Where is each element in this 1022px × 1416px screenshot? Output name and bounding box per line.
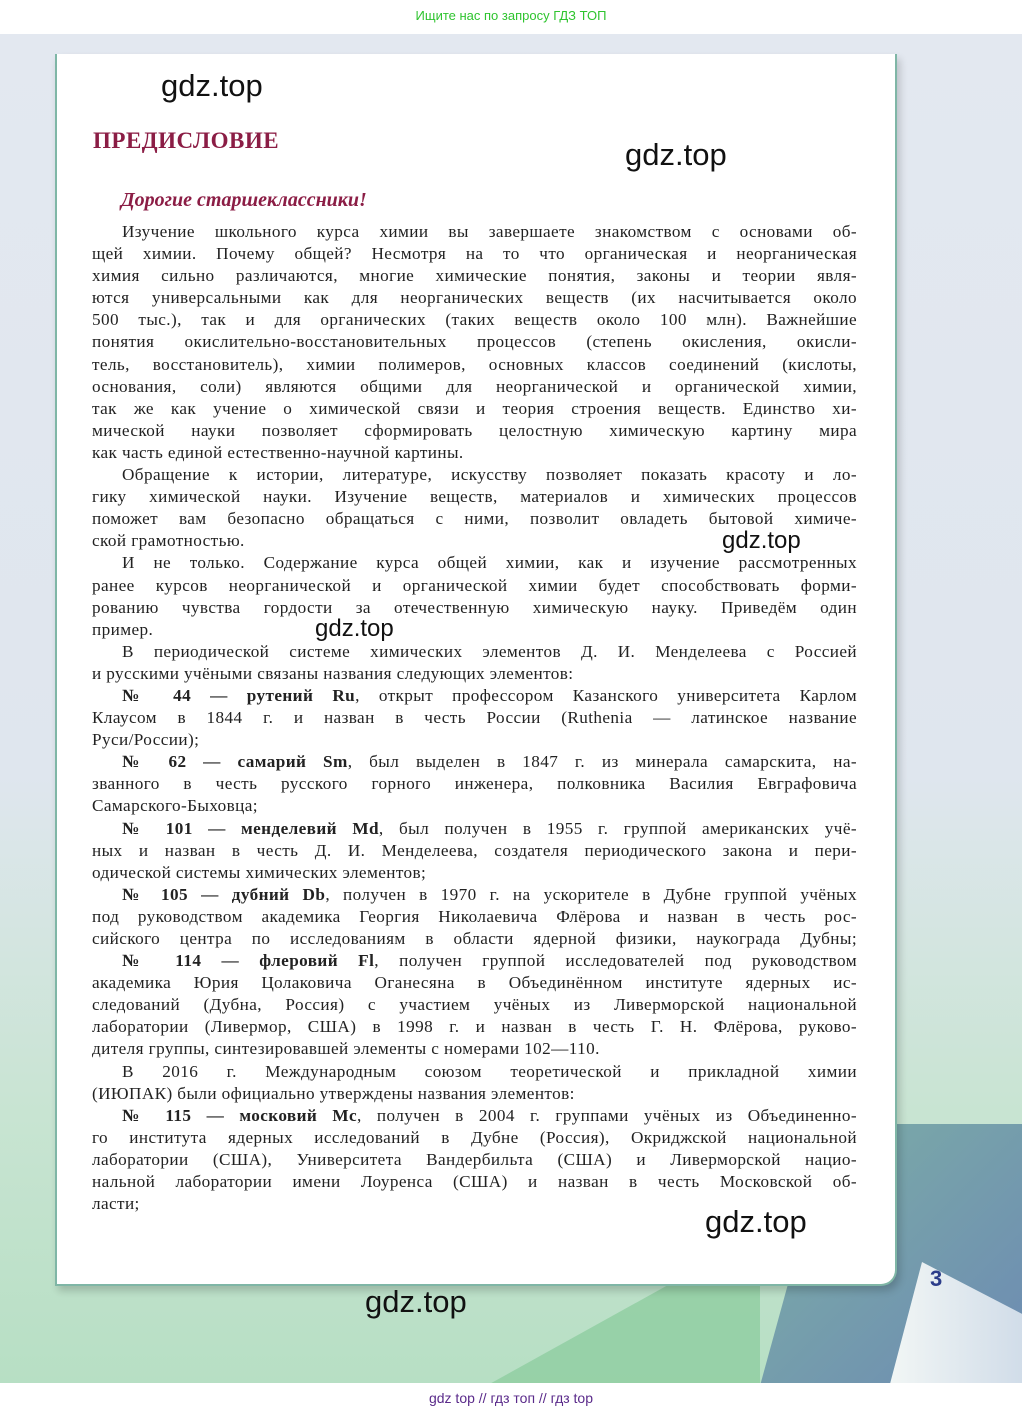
text-line-content: мической науки позволяет сформировать целостную химическую картину мира: [92, 420, 857, 440]
text-line-content: сийского центра по исследованиям в области ядерной физики, наукограда Дубны;: [92, 929, 857, 948]
text-line: [92, 464, 857, 486]
text-line-content: основания, соли) являются общими для неорганической и органической химии,: [92, 376, 857, 396]
text-line: [92, 1127, 857, 1149]
text-line: [92, 486, 857, 508]
text-line-content: , открыт профессором Казанского университета Карлом: [355, 685, 857, 705]
text-line: [92, 1149, 857, 1171]
text-line: [92, 619, 857, 641]
text-line-content: В периодической системе химических элементов Д. И. Менделеева с Россией: [122, 641, 857, 661]
text-line-content: ранее курсов неорганической и органической химии будет способствовать форми-: [92, 575, 857, 595]
text-line: [92, 840, 857, 862]
text-line-content: лаборатории (США), Университета Вандербильта (США) и Ливерморской нацио-: [92, 1149, 857, 1169]
text-line-content: поможет вам безопасно обращаться с ними, позволит овладеть бытовой химиче-: [92, 509, 857, 529]
text-line-content: ской грамотностью.: [92, 531, 245, 551]
text-line-content: одической системы химических элементов;: [92, 862, 427, 882]
element-name: № 44 — рутений Ru: [122, 685, 356, 705]
top-banner-text: Ищите нас по запросу ГДЗ ТОП: [415, 8, 607, 23]
text-line: [92, 795, 857, 817]
text-line: [92, 1083, 857, 1105]
element-name: № 114 — флеровий Fl: [122, 951, 375, 971]
text-line: [92, 707, 857, 729]
text-line: [92, 751, 857, 773]
text-line: [92, 575, 857, 597]
text-line: [92, 1061, 857, 1083]
text-line-content: следований (Дубна, Россия) с участием учёных из Ливерморской национальной: [92, 995, 857, 1015]
watermark: gdz.top: [722, 527, 801, 554]
text-line: [92, 221, 857, 243]
text-line-content: рованию чувства гордости за отечественную химическую науку. Приведём один: [92, 597, 857, 617]
text-line-content: Руси/России);: [92, 730, 200, 750]
text-line-content: под руководством академика Георгия Николаевича Флёрова и назван в честь рос-: [92, 906, 857, 926]
text-line-content: академика Юрия Цолаковича Оганесяна в Объединённом институте ядерных ис-: [92, 973, 857, 993]
text-line-content: , получен группой исследователей под руководством: [374, 951, 857, 971]
text-line: [92, 420, 857, 442]
footer: [0, 1383, 1022, 1416]
text-line-content: пример.: [92, 619, 154, 639]
text-line: [92, 1038, 857, 1060]
text-line: [92, 972, 857, 994]
text-line-content: И не только. Содержание курса общей химии, как и изучение рассмотренных: [122, 553, 857, 573]
text-line: [92, 265, 857, 287]
text-line: [92, 552, 857, 574]
text-line-content: дителя группы, синтезировавшей элементы с номерами 102—110.: [92, 1039, 600, 1059]
text-line-content: как часть единой естественно-научной картины.: [92, 442, 464, 462]
text-line: [92, 906, 857, 928]
text-line-content: ласти;: [92, 1194, 140, 1214]
text-line: [92, 685, 857, 707]
greeting-subheading: Дорогие старшеклассники!: [121, 189, 367, 211]
text-line-content: нальной лаборатории имени Лоуренса (США) и назван в честь Московской об-: [92, 1172, 857, 1192]
text-line-content: , получен в 2004 г. группами учёных из Объединенно-: [357, 1105, 857, 1125]
text-line: [92, 818, 857, 840]
text-line-content: гику химической науки. Изучение веществ, материалов и химических процессов: [92, 487, 857, 507]
text-line-content: ются универсальными как для неорганических веществ (их насчитывается около: [92, 288, 857, 308]
element-name: № 101 — менделевий Md: [122, 818, 379, 838]
text-line: [92, 354, 857, 376]
text-line: [92, 729, 857, 751]
text-line-content: так же как учение о химической связи и теория строения веществ. Единство хи-: [92, 398, 857, 418]
text-line: [92, 287, 857, 309]
body-text: [92, 221, 857, 1215]
watermark: gdz.top: [705, 1204, 807, 1239]
text-line-content: Изучение школьного курса химии вы завершаете знакомством с основами об-: [122, 222, 857, 241]
text-line-content: , получен в 1970 г. на ускорителе в Дубне группой учёных: [325, 884, 857, 904]
text-line-content: ных и назван в честь Д. И. Менделеева, создателя периодического закона и пери-: [92, 840, 857, 860]
top-banner: [0, 0, 1022, 34]
text-line-content: Клаусом в 1844 г. и назван в честь России (Ruthenia — латинское название: [92, 708, 857, 728]
text-line-content: Самарского-Быховца;: [92, 796, 258, 816]
text-line: [92, 442, 857, 464]
watermark: gdz.top: [315, 615, 394, 642]
text-line: [92, 928, 857, 950]
text-line: [92, 950, 857, 972]
text-line: [92, 641, 857, 663]
text-line-content: званного в честь русского горного инженера, полковника Василия Евграфовича: [92, 774, 857, 794]
watermark: gdz.top: [365, 1284, 467, 1319]
text-line-content: В 2016 г. Международным союзом теоретической и прикладной химии: [122, 1061, 857, 1081]
text-line-content: , был получен в 1955 г. группой американских учё-: [378, 818, 857, 838]
text-line: [92, 376, 857, 398]
element-name: № 62 — самарий Sm: [122, 752, 348, 772]
text-line-content: тель, восстановитель), химии полимеров, основных классов соединений (кислоты,: [92, 354, 857, 374]
text-line-content: понятия окислительно-восстановительных процессов (степень окисления, окисли-: [92, 332, 857, 352]
element-name: № 105 — дубний Db: [122, 884, 326, 904]
text-line: [92, 862, 857, 884]
text-line-content: (ИЮПАК) были официально утверждены названия элементов:: [92, 1083, 575, 1103]
text-line-content: щей химии. Почему общей? Несмотря на то что органическая и неорганическая: [92, 244, 857, 264]
text-line-content: химия сильно различаются, многие химические понятия, законы и теории явля-: [92, 266, 857, 286]
text-line: [92, 1016, 857, 1038]
text-line: [92, 994, 857, 1016]
text-line-content: и русскими учёными связаны названия следующих элементов:: [92, 663, 574, 683]
text-line-content: , был выделен в 1847 г. из минерала самарскита, на-: [347, 752, 857, 772]
text-line-content: 500 тыс.), так и для органических (таких веществ около 100 млн). Важнейшие: [92, 310, 857, 330]
text-line: [92, 1105, 857, 1127]
text-line: [92, 663, 857, 685]
text-line: [92, 1171, 857, 1193]
text-line: [92, 597, 857, 619]
watermark: gdz.top: [161, 68, 263, 103]
element-name: № 115 — московий Mc: [122, 1105, 358, 1125]
watermark: gdz.top: [625, 137, 727, 172]
text-line-content: Обращение к истории, литературе, искусству позволяет показать красоту и ло-: [122, 465, 857, 485]
page-number: 3: [930, 1266, 943, 1291]
text-line-content: лаборатории (Ливермор, США) в 1998 г. и назван в честь Г. Н. Флёрова, руково-: [92, 1017, 857, 1037]
text-line-content: го института ядерных исследований в Дубне (Россия), Окриджской национальной: [92, 1127, 857, 1147]
text-line: [92, 398, 857, 420]
text-line: [92, 773, 857, 795]
footer-links: gdz top // гдз топ // гдз top: [428, 1390, 594, 1406]
text-line: [92, 243, 857, 265]
page-title: ПРЕДИСЛОВИЕ: [93, 128, 280, 153]
text-line: [92, 309, 857, 331]
text-line: [92, 884, 857, 906]
text-line: [92, 331, 857, 353]
